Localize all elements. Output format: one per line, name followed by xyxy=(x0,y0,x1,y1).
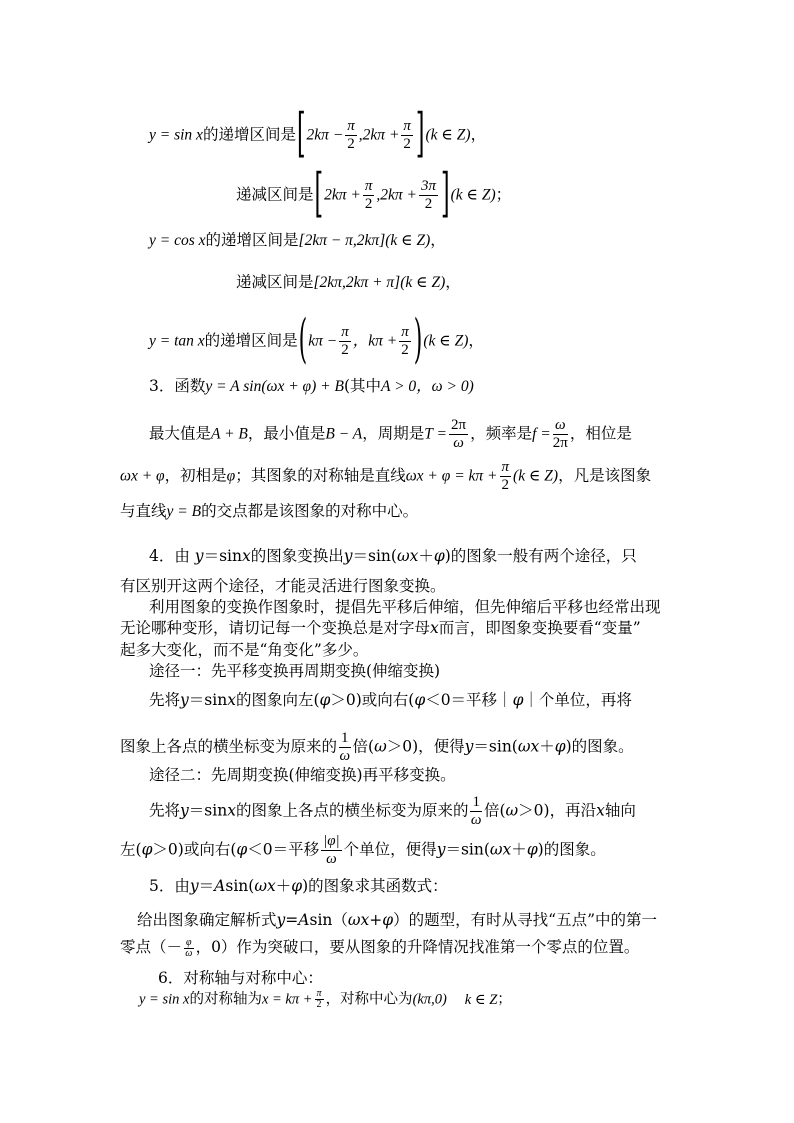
paragraph-line: 无论哪种变形，请切记每一个变换总是对字母x而言，即图象变换要看“变量” xyxy=(120,619,641,637)
paragraph-line: 先将y＝sinx的图象上各点的横坐标变为原来的 $\frac{1}{\omega}$ 倍(ω＞0)，再沿x轴向 xyxy=(149,794,636,828)
tan-increasing-line: y = tan x的递增区间是(kπ − $\frac{\pi}{2}$ ，kπ + $\frac{\pi}{2}$ )(k ∈ Z)， xyxy=(149,310,484,371)
section-5-heading: 5．由y＝Asin(ωx＋φ)的图象求其函数式： xyxy=(149,877,448,895)
paragraph-line: 图象上各点的横坐标变为原来的 $\frac{1}{\omega}$ 倍(ω＞0)，便得y＝sin(ωx＋φ)的图象。 xyxy=(120,730,634,764)
paragraph-line: 利用图象的变换作图象时，提倡先平移后伸缩，但先伸缩后平移也经常出现 xyxy=(149,598,661,616)
sin-increasing-line: y = sin x的递增区间是[2kπ − $\frac{\pi}{2}$ ,2kπ + $\frac{\pi}{2}$ ](k ∈ Z)， xyxy=(149,104,487,165)
section-3-heading: 3．函数y = A sin(ωx + φ) + B(其中A > 0，ω > 0) xyxy=(149,377,474,395)
cos-decreasing-line: 递减区间是[2kπ,2kπ + π](k ∈ Z)， xyxy=(236,273,461,291)
paragraph-line: 与直线y = B的交点都是该图象的对称中心。 xyxy=(120,502,419,520)
paragraph-line: 给出图象确定解析式y=Asin（ωx+φ）的题型，有时从寻找“五点”中的第一 xyxy=(137,911,657,929)
paragraph-line: 左(φ＞0)或向右(φ＜0＝平移 $\frac{|\varphi|}{\omega}$ 个单位，便得y＝sin(ωx＋φ)的图象。 xyxy=(120,833,606,867)
paragraph-line: 零点（－ $\frac{\varphi}{\omega}$ ，0）作为突破口，要从图象的升降情况找准第一个零点的位置。 xyxy=(120,936,640,959)
paragraph-line: 起多大变化，而不是“角变化”多少。 xyxy=(120,641,369,659)
method-2-heading: 途径二：先周期变换(伸缩变换)再平移变换。 xyxy=(149,766,456,784)
paragraph-line: ωx + φ，初相是φ；其图象的对称轴是直线ωx + φ = kπ + $\frac{\pi}{2}$ (k ∈ Z)，凡是该图象 xyxy=(120,459,652,493)
sin-decreasing-line: 递减区间是[2kπ + $\frac{\pi}{2}$ ,2kπ + $\frac{3\pi}{2}$ ](k ∈ Z)； xyxy=(236,164,512,225)
formula: ,2kπ + xyxy=(358,126,400,144)
formula: (k ∈ Z) xyxy=(425,126,471,144)
cos-increasing-line: y = cos x的递增区间是[2kπ − π,2kπ](k ∈ Z)， xyxy=(149,231,446,249)
section-4-heading: 4．由 y＝sinx的图象变换出y＝sin(ωx＋φ)的图象一般有两个途径，只 xyxy=(149,547,637,565)
paragraph-line: 有区别开这两个途径，才能灵活进行图象变换。 xyxy=(120,577,446,595)
paragraph-line: 先将y＝sinx的图象向左(φ＞0)或向右(φ＜0＝平移｜φ｜个单位，再将 xyxy=(149,691,632,709)
formula: 2kπ − xyxy=(306,126,344,144)
text: 的递增区间是 xyxy=(202,125,296,144)
paragraph-line: 最大值是A + B，最小值是B − A，周期是T = $\frac{2\pi}{\omega}$ ，频率是f = $\frac{\omega}{2\pi}$ ，相位是 xyxy=(149,417,632,451)
method-1-heading: 途径一：先平移变换再周期变换(伸缩变换) xyxy=(149,662,441,680)
section-6-heading: 6．对称轴与对称中心： xyxy=(158,969,323,987)
formula: y = sin x xyxy=(149,126,203,144)
text: 递减区间是 xyxy=(236,185,314,204)
paragraph-line: y = sin x的对称轴为x = kπ + $\frac{\pi}{2}$ ，对称中心为(kπ,0) k ∈ Z； xyxy=(139,988,512,1010)
